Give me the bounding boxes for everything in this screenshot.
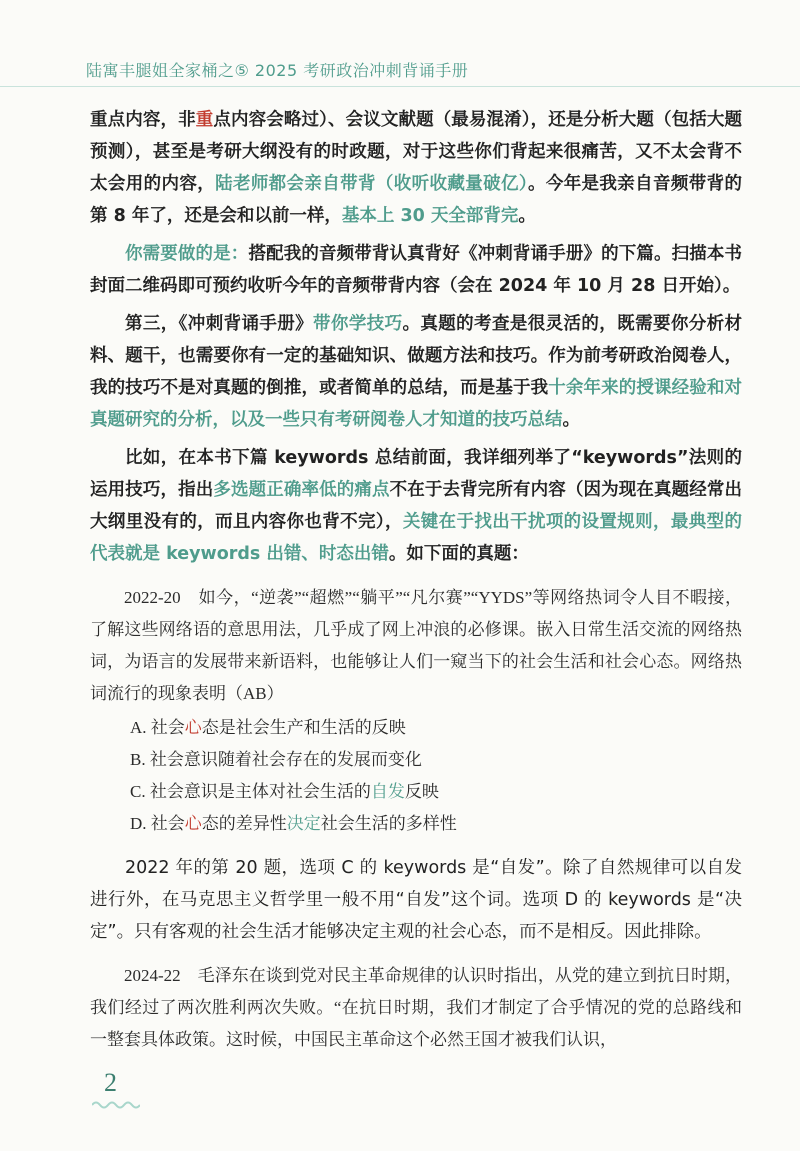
paragraph-1 [90,104,742,232]
exam-question-2024-22: 2024-22 毛泽东在谈到党对民主革命规律的认识时指出，从党的建立到抗日时期，我们经过了两次胜利两次失败。“在抗日时期，我们才制定了合乎情况的党的总路线和一整套具体政策。这时候，中国民主革命这个必然王国才被我们认识， [90,966,742,1049]
highlight-text: 你需要做的是： [125,244,249,264]
text-run: A. 社会 [130,718,185,737]
option-b: B. 社会意识随着社会存在的发展而变化 [130,750,422,769]
highlight-text: 关键在于找出干扰项的设置规则，最典型的代表就是 keywords 出错、时态出错 [90,512,742,564]
option-c [90,776,742,808]
running-header: 陆寓丰腿姐全家桶之⑤ 2025 考研政治冲刺背诵手册 [86,61,469,80]
text-run: D. 社会 [130,814,185,833]
header-rule [0,86,800,87]
page-number-wave-ornament [92,1100,140,1110]
option-a [90,712,742,744]
text-run: 反映 [404,782,439,801]
highlight-text: 十余年来的授课经验和对真题研究的分析，以及一些只有考研阅卷人才知道的技巧总结 [90,378,742,430]
highlight-text: 基本上 30 天全部背完 [341,206,519,226]
page-body [90,104,742,1058]
paragraph-2 [90,238,742,302]
highlight-text: 陆老师都会亲自带背（收听收藏量破亿） [215,174,528,194]
text-run: 点内容会略过）、会议文献题（最易混淆），还是分析大题（包括大题预测），甚至是考研大纲没有的时政题，对于这些你们背起来很痛苦，又不太会背不太会用的内容， [90,110,743,194]
red-text-run: 心 [184,814,202,833]
red-text-run: 心 [184,718,202,737]
analysis-paragraph: 2022 年的第 20 题，选项 C 的 keywords 是“自发”。除了自然规律可以自发进行外，在马克思主义哲学里一般不用“自发”这个词。选项 D 的 keywords 是“决定”。只有客观的社会生活才能够决定主观的社会心态，而不是相反。因此排除。 [90,858,742,942]
text-run: 不在于去背完所有内容（因为现在真题经常出大纲里没有的，而且内容你也背不完）， [90,480,742,532]
red-text-run: 重 [195,110,214,130]
text-run: 重点内容，非 [90,110,196,130]
text-run: 社会生活的多样性 [320,814,457,833]
text-run: 第三，《冲刺背诵手册》 [125,314,314,334]
highlight-text: 带你学技巧 [313,314,403,334]
text-run: 。 [518,206,536,226]
highlight-text: 多选题正确率低的痛点 [213,480,390,500]
exam-question-2022-20: 2022-20 如今，“逆袭”“超燃”“躺平”“凡尔赛”“YYDS”等网络热词令人目不暇接，了解这些网络语的意思用法，几乎成了网上冲浪的必修课。嵌入日常生活交流的网络热词，为语言的发展带来新语料，也能够让人们一窥当下的社会生活和社会心态。网络热词流行的现象表明（AB） [90,588,742,703]
paragraph-3 [90,308,742,436]
text-run: 。 [562,410,580,430]
text-run: C. 社会意识是主体对社会生活的 [130,782,371,801]
text-run: 。今年是我亲自音频带背的第 8 年了，还是会和以前一样， [90,174,743,226]
text-run: 。真题的考查是很灵活的，既需要你分析材料、题干，也需要你有一定的基础知识、做题方法和技巧。作为前考研政治阅卷人，我的技巧不是对真题的倒推，或者简单的总结，而是基于我 [90,314,743,398]
text-run: 比如，在本书下篇 keywords 总结前面，我详细列举了“keywords”法则的运用技巧，指出 [90,448,742,500]
text-run: 态的差异性 [201,814,287,833]
text-run: 。如下面的真题： [388,544,529,564]
keyword-highlight: 自发 [370,782,405,801]
page-number: 2 [104,1068,117,1097]
keyword-highlight: 决定 [286,814,321,833]
text-run: 态是社会生产和生活的反映 [201,718,406,737]
text-run: 搭配我的音频带背认真背好《冲刺背诵手册》的下篇。扫描本书封面二维码即可预约收听今年的音频带背内容（会在 2024 年 10 月 28 日开始）。 [90,244,743,296]
paragraph-4 [90,442,742,570]
option-d [90,808,742,840]
